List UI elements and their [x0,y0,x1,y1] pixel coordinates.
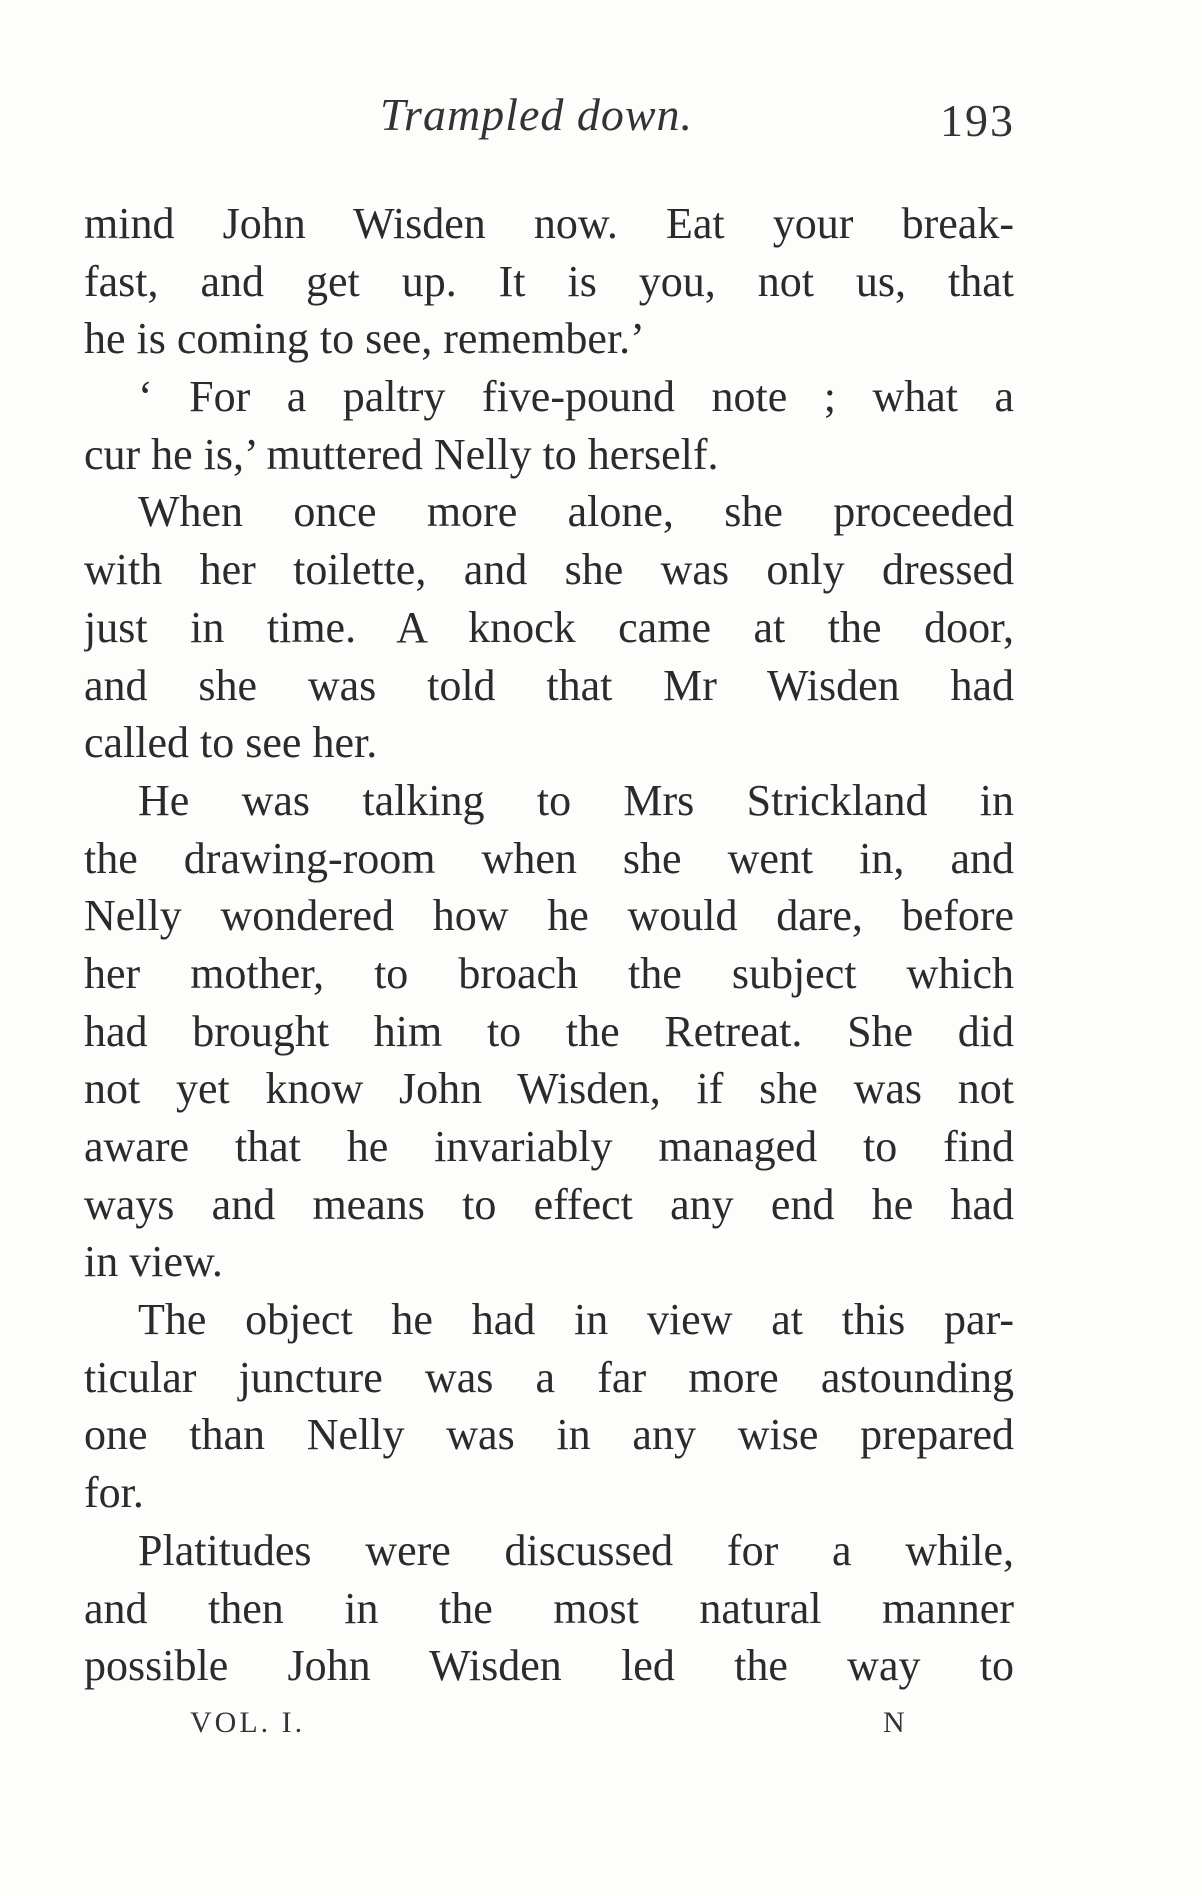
text-line: fast, and get up. It is you, not us, that [84,256,1014,306]
text-line: just in time. A knock came at the door, [84,602,1014,652]
text-line: Nelly wondered how he would dare, before [84,891,1014,941]
text-line: called to see her. [84,718,378,768]
text-line: mind John Wisden now. Eat your break- [84,199,1014,248]
volume-marker: VOL. I. [190,1706,306,1739]
body-text [84,195,1014,1695]
running-title: Trampled down. [380,89,694,140]
signature-mark: N [883,1706,908,1739]
text-line: ticular juncture was a far more astounding [84,1352,1014,1402]
text-line: not yet know John Wisden, if she was not [84,1064,1014,1114]
page-number: 193 [940,95,1015,146]
text-line: and she was told that Mr Wisden had [84,660,1014,710]
text-line: had brought him to the Retreat. She did [84,1006,1014,1056]
text-line: possible John Wisden led the way to [84,1641,1014,1691]
text-line: he is coming to see, remember.’ [84,314,645,364]
text-line: and then in the most natural manner [84,1583,1014,1633]
text-line: her mother, to broach the subject which [84,948,1014,998]
text-line: the drawing-room when she went in, and [84,833,1014,883]
text-line: one than Nelly was in any wise prepared [84,1410,1014,1460]
text-line: with her toilette, and she was only dressed [84,545,1014,595]
text-line: The object he had in view at this par- [138,1295,1014,1345]
text-line: ‘ For a paltry five-pound note ; what a [138,372,1014,422]
text-line: aware that he invariably managed to find [84,1122,1014,1171]
text-line: When once more alone, she proceeded [138,487,1014,537]
text-line: He was talking to Mrs Strickland in [138,775,1014,825]
text-line: in view. [84,1237,223,1287]
text-line: for. [84,1468,144,1518]
text-line: Platitudes were discussed for a while, [138,1525,1014,1575]
text-line: cur he is,’ muttered Nelly to herself. [84,429,719,479]
text-line: ways and means to effect any end he had [84,1179,1014,1229]
